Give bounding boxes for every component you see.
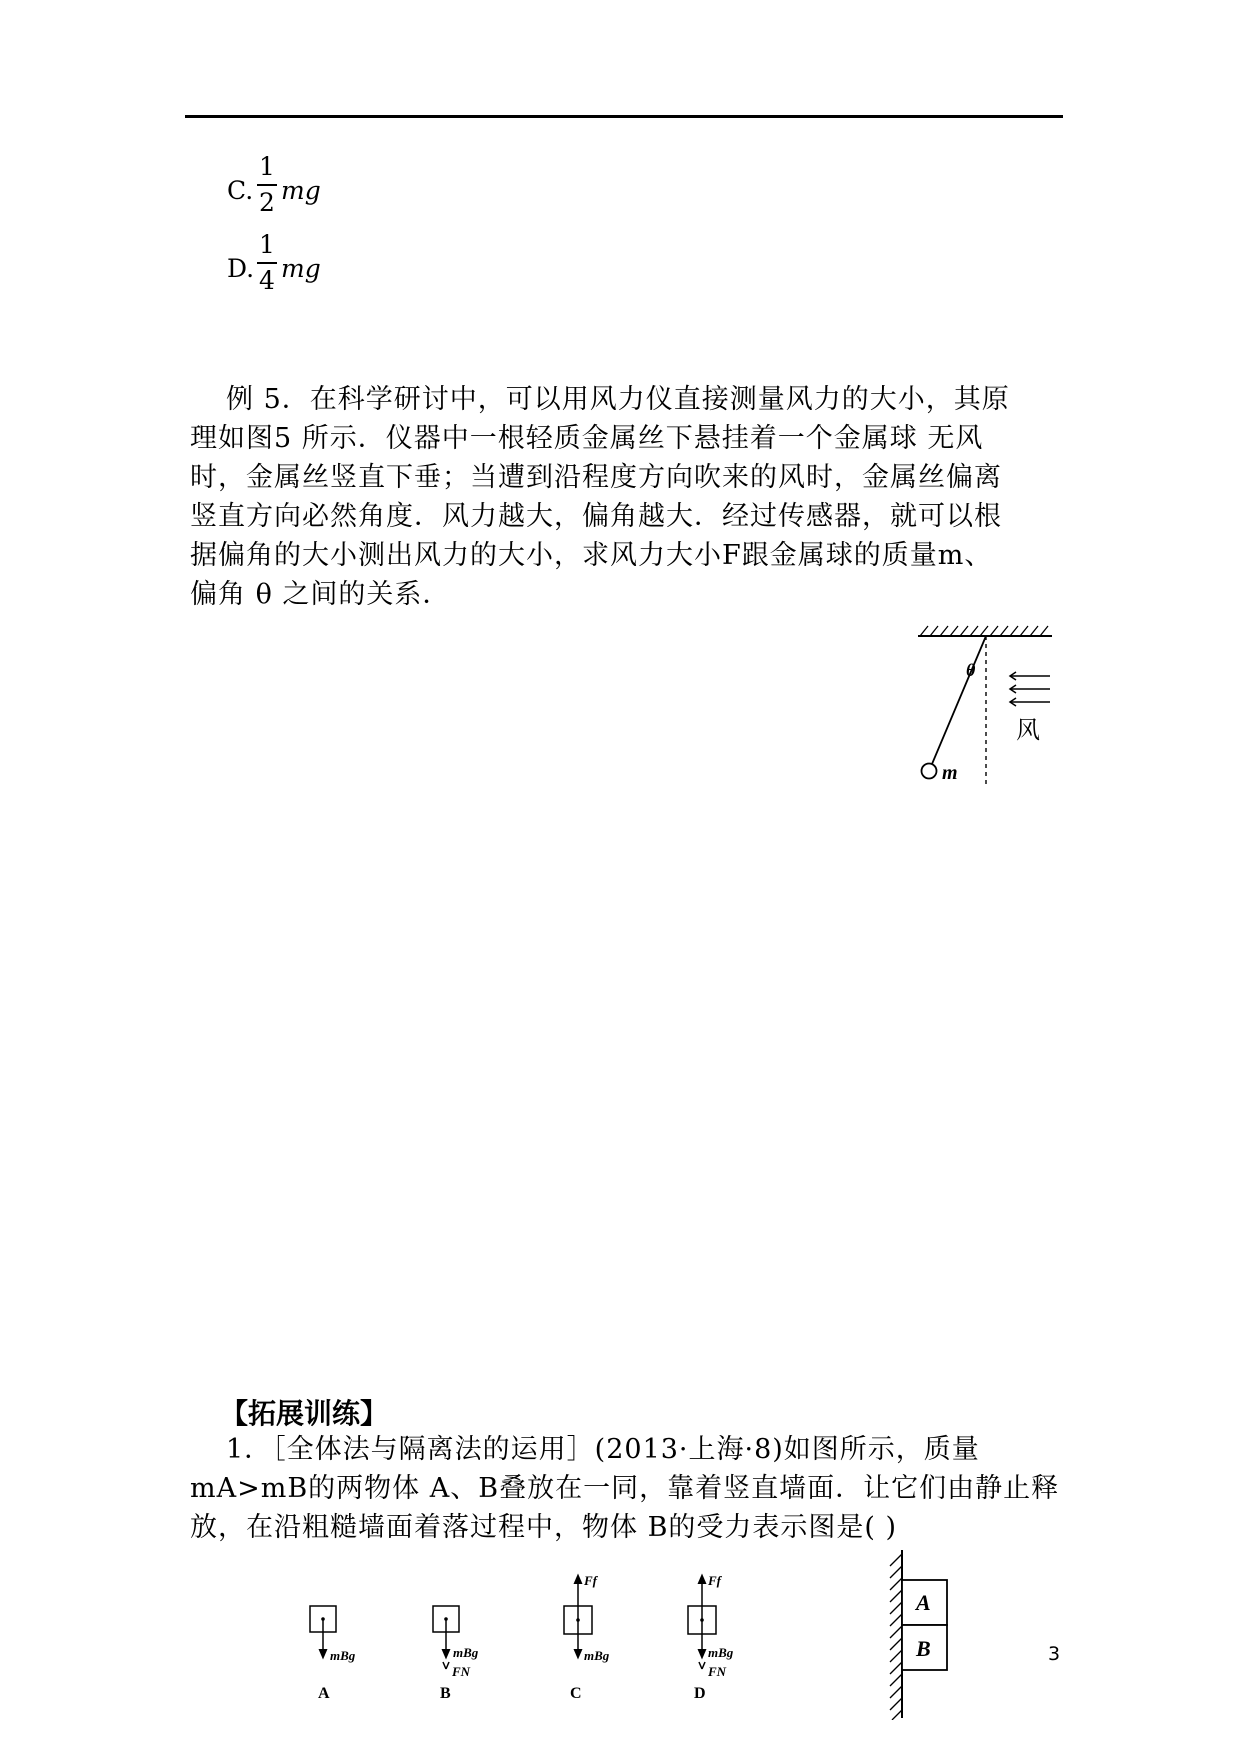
fraction-bar: [257, 262, 277, 264]
force-label: mBg: [330, 1648, 356, 1663]
text-line: 竖直方向必然角度．风力越大，偏角越大．经过传感器，就可以根: [190, 501, 1002, 532]
force-label: Ff: [708, 1573, 721, 1588]
choice-letter: C: [570, 1685, 582, 1702]
option-expression: mg: [281, 254, 321, 283]
block-b-label: B: [916, 1636, 931, 1661]
force-label: FN: [708, 1664, 727, 1679]
force-label: mBg: [708, 1645, 734, 1660]
section-heading: 【拓展训练】: [220, 1397, 389, 1430]
numerator: 1: [259, 230, 275, 259]
force-label: mBg: [453, 1645, 479, 1660]
choice-b-diagram: [433, 1606, 479, 1702]
example-5-text: [190, 380, 1090, 614]
text-line: 理如图5 所示．仪器中一根轻质金属丝下悬挂着一个金属球 无风: [190, 423, 984, 454]
choice-letter: A: [318, 1685, 330, 1702]
fraction: [257, 230, 277, 296]
metal-ball: [922, 764, 937, 779]
choice-letter: B: [440, 1685, 451, 1702]
fraction-bar: [257, 184, 277, 186]
force-diagram-choices: [290, 1568, 780, 1728]
wind-arrows: [1010, 672, 1050, 706]
text-line: 偏角 θ 之间的关系．: [190, 579, 451, 610]
ceiling-hatch: [920, 626, 1048, 636]
force-label: FN: [452, 1664, 471, 1679]
wind-label: 风: [1016, 716, 1040, 744]
option-letter: C.: [227, 176, 254, 205]
header-rule: [185, 115, 1063, 118]
text-line: 例 5．在科学研讨中，可以用风力仪直接测量风力的大小，其原: [226, 384, 1010, 415]
page-number: 3: [1048, 1643, 1061, 1665]
text-line: 放，在沿粗糙墙面着落过程中，物体 B的受力表示图是( ): [190, 1512, 898, 1543]
wind-pendulum-figure: [910, 618, 1060, 793]
option-letter: D.: [227, 254, 255, 283]
mass-label: m: [942, 762, 958, 784]
choice-d-diagram: [688, 1573, 734, 1702]
fraction: [257, 152, 277, 218]
wire-line: [932, 636, 986, 764]
force-label: Ff: [584, 1573, 597, 1588]
choice-c-diagram: [564, 1573, 610, 1702]
numerator: 1: [259, 152, 275, 181]
wall-blocks-figure: [880, 1548, 960, 1720]
choice-letter: D: [694, 1685, 706, 1702]
force-label: mBg: [584, 1648, 610, 1663]
theta-label: θ: [966, 660, 976, 680]
option-expression: mg: [281, 176, 321, 205]
text-line: 1．［全体法与隔离法的运用］(2013·上海·8)如图所示，质量: [226, 1434, 980, 1465]
question-1-text: [190, 1430, 1090, 1547]
text-line: 据偏角的大小测出风力的大小，求风力大小F跟金属球的质量m、: [190, 540, 993, 571]
choice-a-diagram: [310, 1606, 356, 1702]
wall-hatch: [890, 1554, 902, 1720]
text-line: mA>mB的两物体 A、B叠放在一同，靠着竖直墙面．让它们由静止释: [190, 1473, 1060, 1504]
denominator: 2: [259, 188, 275, 217]
text-line: 时，金属丝竖直下垂；当遭到沿程度方向吹来的风时，金属丝偏离: [190, 462, 1002, 493]
denominator: 4: [259, 266, 275, 295]
block-a-label: A: [916, 1590, 931, 1615]
